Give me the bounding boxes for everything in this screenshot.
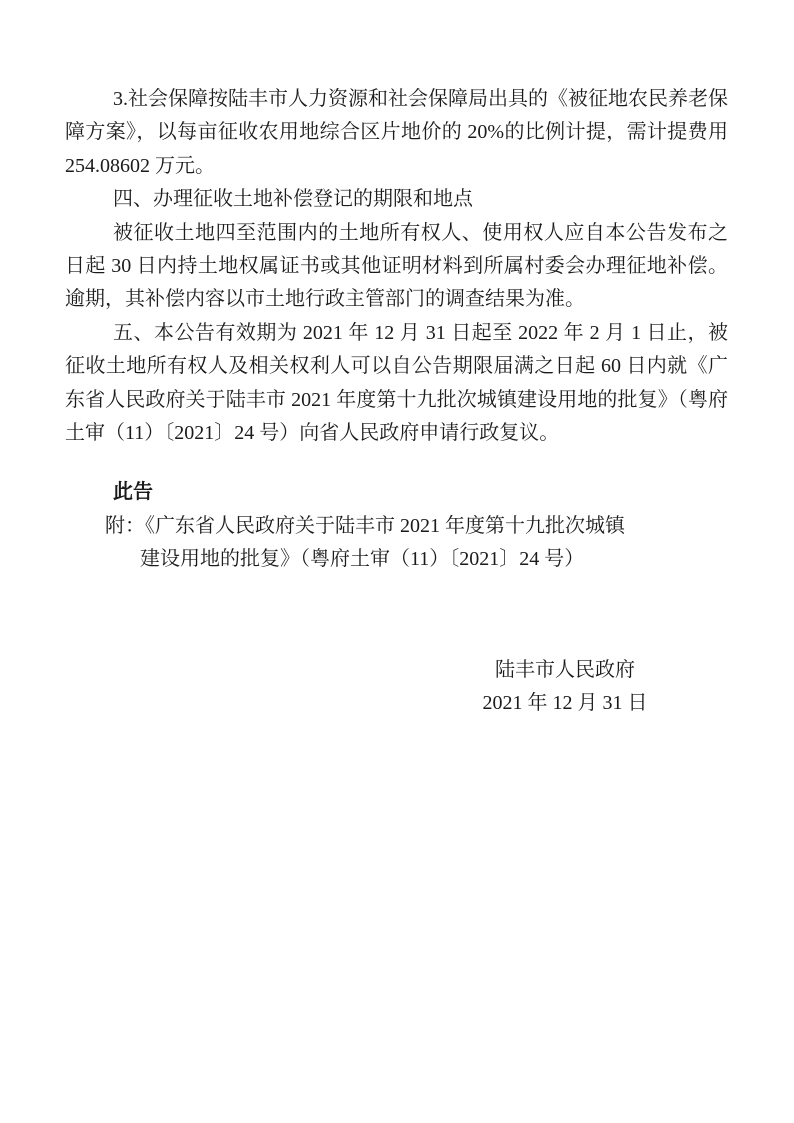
attachment-line-2: 建设用地的批复》（粤府土审（11）〔2021〕24 号） bbox=[140, 548, 585, 571]
signature-block bbox=[415, 654, 715, 721]
paragraph-registration-terms: 被征收土地四至范围内的土地所有权人、使用权人应自本公告发布之日起 30 日内持土地权属证书或其他证明材料到所属村委会办理征地补偿。逾期，其补偿内容以市土地行政主管部门的调查结果为准。 bbox=[65, 221, 728, 311]
document-body bbox=[65, 83, 728, 721]
attachment-line-1: 附：《广东省人民政府关于陆丰市 2021 年度第十九批次城镇 bbox=[105, 514, 625, 537]
paragraph-validity-period: 五、本公告有效期为 2021 年 12 月 31 日起至 2022 年 2 月 1 日止，被征收土地所有权人及相关权利人可以自公告期限届满之日起 60 日内就《广东省人民政府关于陆丰市 2021 年度第十九批次城镇建设用地的批复》（粤府土审（11）〔2021〕24 号）向省人民政府申请行政复议。 bbox=[65, 321, 728, 445]
section-heading-four: 四、办理征收土地补偿登记的期限和地点 bbox=[113, 188, 473, 211]
signature-issuer: 陆丰市人民政府 bbox=[495, 658, 635, 681]
signature-date: 2021 年 12 月 31 日 bbox=[482, 692, 648, 715]
closing-statement: 此告 bbox=[113, 481, 153, 504]
paragraph-social-security: 3.社会保障按陆丰市人力资源和社会保障局出具的《被征地农民养老保障方案》，以每亩征收农用地综合区片地价的 20%的比例计提，需计提费用 254.08602 万元。 bbox=[65, 88, 728, 177]
